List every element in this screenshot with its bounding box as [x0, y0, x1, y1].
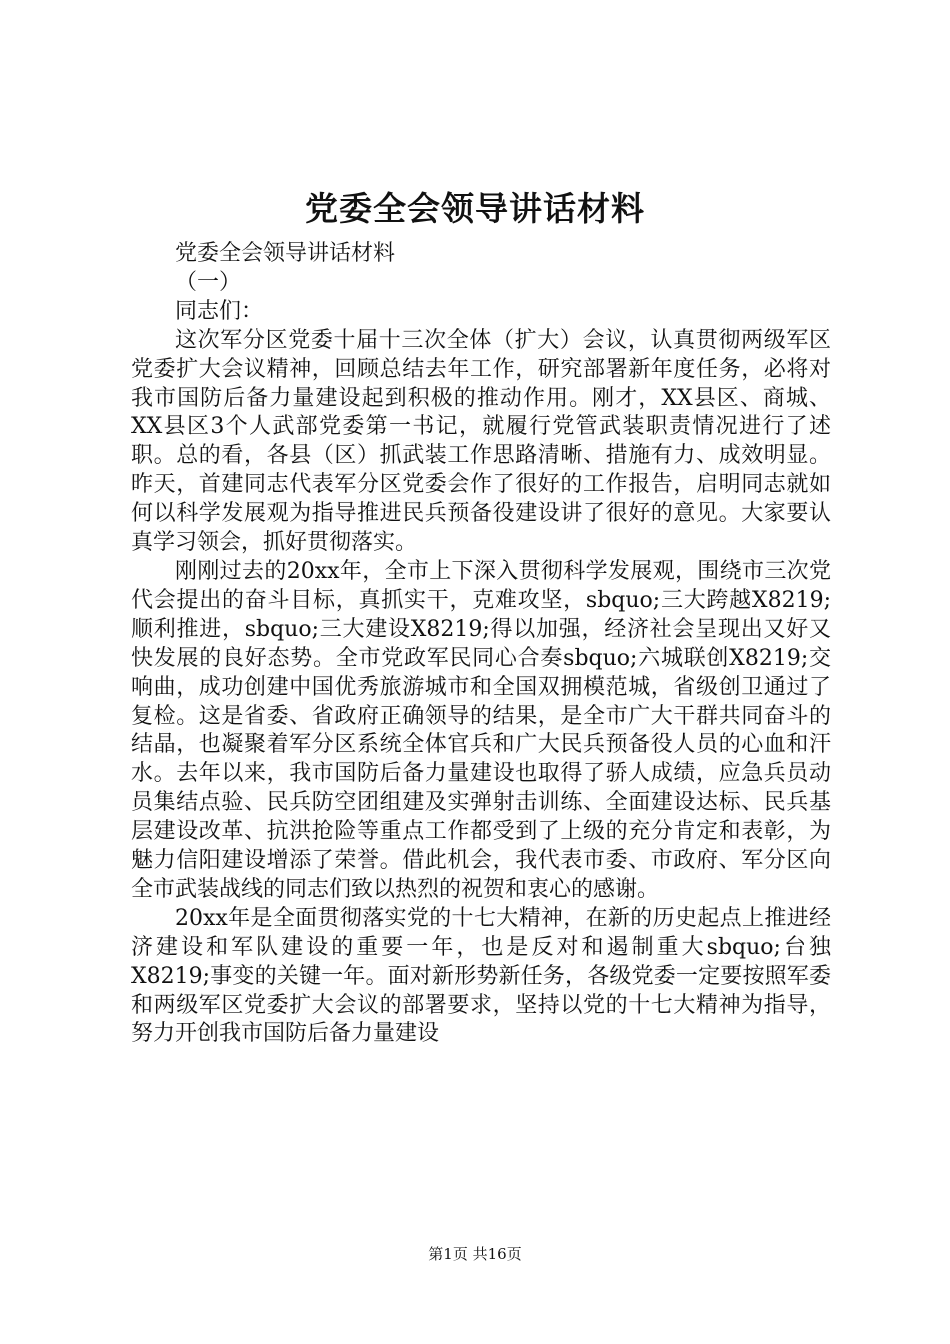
document-title: 党委全会领导讲话材料	[305, 189, 645, 228]
paragraph: 这次军分区党委十届十三次全体（扩大）会议，认真贯彻两级军区党委扩大会议精神，回顾总结去年工作，研究部署新年度任务，必将对我市国防后备力量建设起到积极的推动作用。刚才，XX县区、商城、XX县区3个人武部党委第一书记，就履行党管武装职责情况进行了述职。总的看，各县（区）抓武装工作思路清晰、措施有力、成效明显。昨天，首建同志代表军分区党委会作了很好的工作报告，启明同志就如何以科学发展观为指导推进民兵预备役建设讲了很好的意见。大家要认真学习领会，抓好贯彻落实。	[131, 327, 831, 556]
paragraph: 刚刚过去的20xx年，全市上下深入贯彻科学发展观，围绕市三次党代会提出的奋斗目标，真抓实干，克难攻坚，sbquo;三大跨越X8219;顺利推进，sbquo;三大建设X8219;得以加强，经济社会呈现出又好又快发展的良好态势。全市党政军民同心合奏sbquo;六城联创X8219;交响曲，成功创建中国优秀旅游城市和全国双拥模范城，省级创卫通过了复检。这是省委、省政府正确领导的结果，是全市广大干群共同奋斗的结晶，也凝聚着军分区系统全体官兵和广大民兵预备役人员的心血和汗水。去年以来，我市国防后备力量建设也取得了骄人成绩，应急兵员动员集结点验、民兵防空团组建及实弹射击训练、全面建设达标、民兵基层建设改革、抗洪抢险等重点工作都受到了上级的充分肯定和表彰，为魅力信阳建设增添了荣誉。借此机会，我代表市委、市政府、军分区向全市武装战线的同志们致以热烈的祝贺和衷心的感谢。	[131, 558, 831, 902]
salutation: 同志们：	[175, 298, 264, 324]
document-subtitle: 党委全会领导讲话材料	[175, 241, 396, 266]
section-number: （一）	[175, 269, 242, 295]
document-body	[131, 240, 831, 1049]
page-footer: 第1页 共16页	[428, 1245, 522, 1263]
paragraph: 20xx年是全面贯彻落实党的十七大精神，在新的历史起点上推进经济建设和军队建设的重要一年，也是反对和遏制重大sbquo;台独X8219;事变的关键一年。面对新形势新任务，各级党委一定要按照军委和两级军区党委扩大会议的部署要求，坚持以党的十七大精神为指导，努力开创我市国防后备力量建设	[131, 905, 831, 1047]
